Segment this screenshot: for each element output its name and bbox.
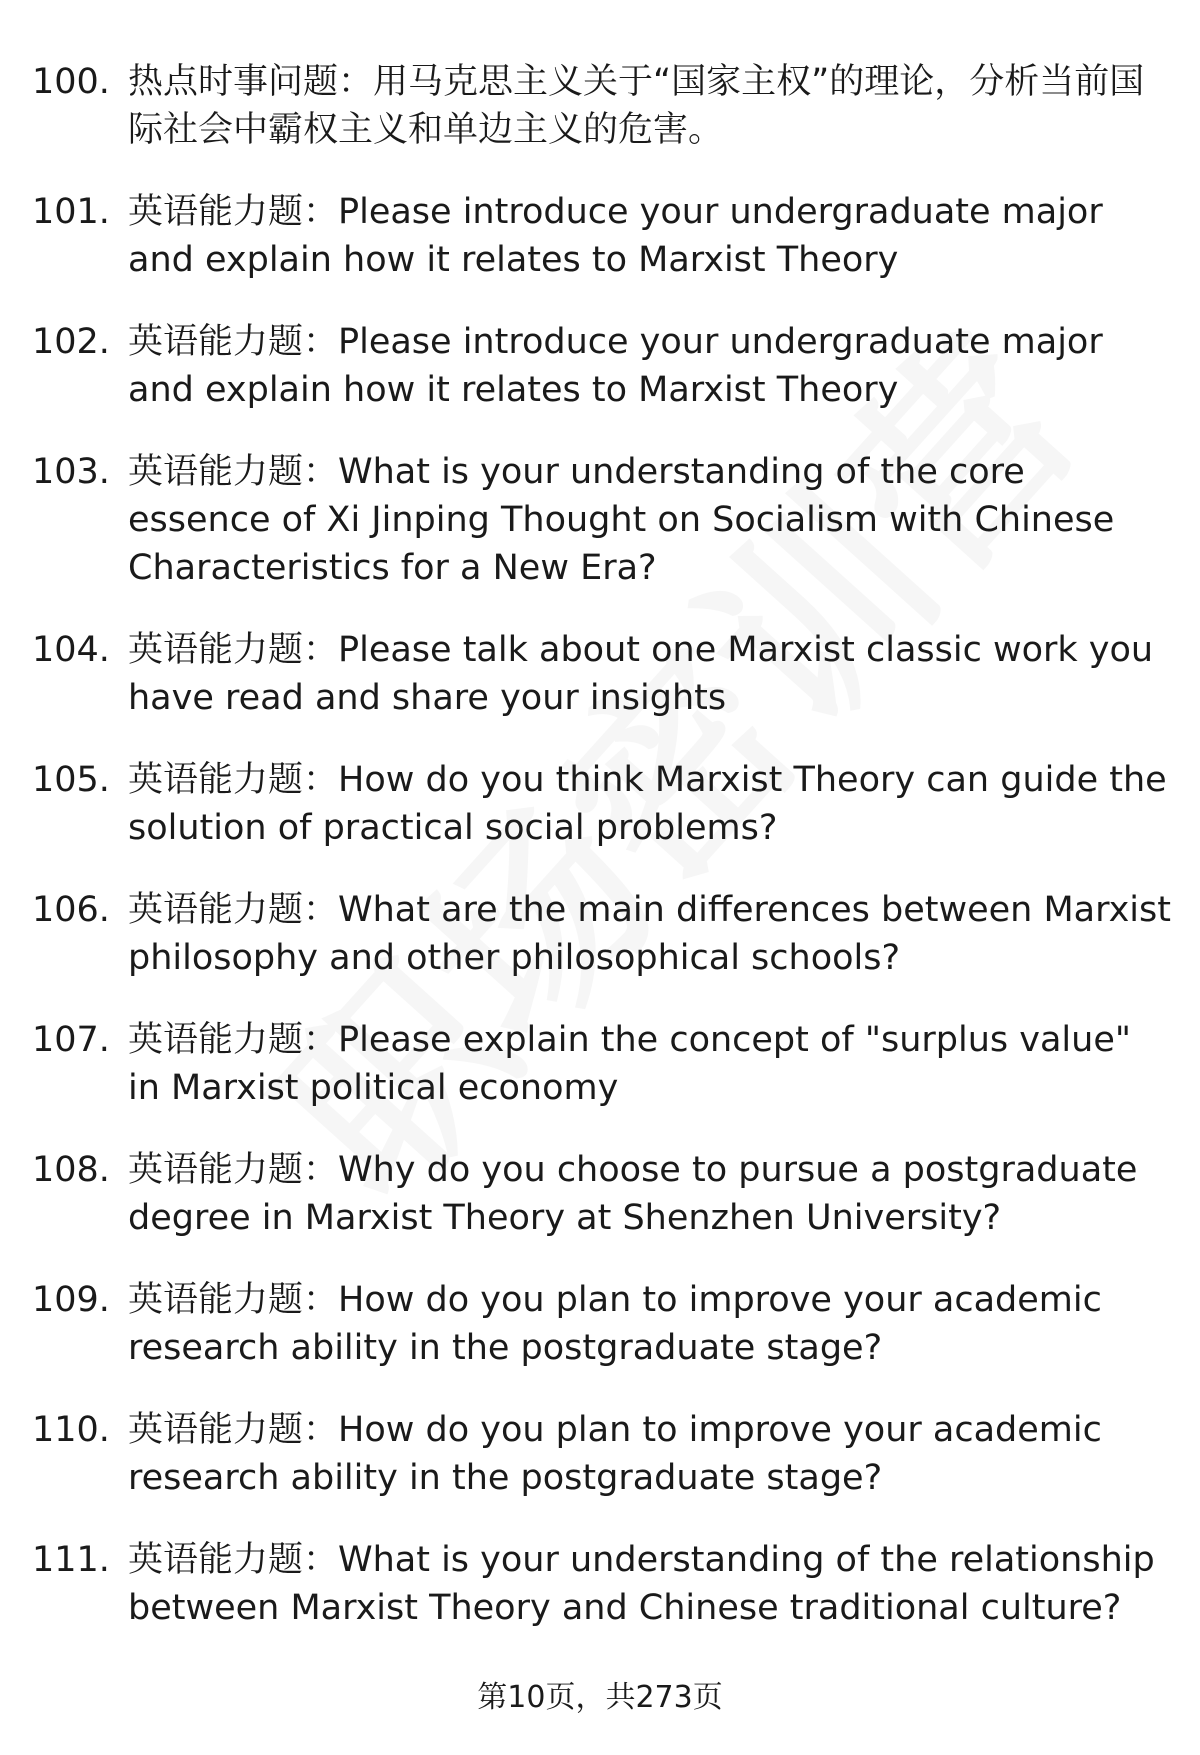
question-text: 英语能力题：Please talk about one Marxist classic work you have read and share your insights bbox=[128, 630, 1154, 718]
question-item bbox=[32, 1406, 1172, 1502]
question-number: 111. bbox=[32, 1540, 110, 1580]
question-number: 104. bbox=[32, 630, 110, 670]
question-item bbox=[32, 756, 1172, 852]
page-footer bbox=[0, 1678, 1200, 1718]
question-text: 英语能力题：What are the main differences between Marxist philosophy and other philosophical schools? bbox=[128, 890, 1171, 978]
question-item bbox=[32, 626, 1172, 722]
question-item bbox=[32, 188, 1172, 284]
question-list bbox=[32, 58, 1172, 1666]
question-text: 英语能力题：What is your understanding of the relationship between Marxist Theory and Chinese traditional culture? bbox=[128, 1540, 1155, 1628]
question-text: 英语能力题：Please introduce your undergraduate major and explain how it relates to Marxist Theory bbox=[128, 322, 1103, 410]
question-item bbox=[32, 1146, 1172, 1242]
question-text: 英语能力题：Why do you choose to pursue a postgraduate degree in Marxist Theory at Shenzhen University? bbox=[128, 1150, 1138, 1238]
page-indicator: 第10页，共273页 bbox=[477, 1680, 723, 1715]
question-item bbox=[32, 1016, 1172, 1112]
question-number: 102. bbox=[32, 322, 110, 362]
question-number: 109. bbox=[32, 1280, 110, 1320]
question-item bbox=[32, 318, 1172, 414]
question-text: 英语能力题：How do you think Marxist Theory can guide the solution of practical social problems? bbox=[128, 760, 1167, 848]
question-text: 英语能力题：What is your understanding of the core essence of Xi Jinping Thought on Socialism with Chinese Characteristics for a New Era? bbox=[128, 452, 1115, 588]
question-number: 100. bbox=[32, 62, 110, 102]
question-number: 110. bbox=[32, 1410, 110, 1450]
question-text: 英语能力题：Please introduce your undergraduate major and explain how it relates to Marxist Theory bbox=[128, 192, 1103, 280]
question-item bbox=[32, 1536, 1172, 1632]
question-item bbox=[32, 448, 1172, 592]
question-number: 105. bbox=[32, 760, 110, 800]
question-text: 英语能力题：Please explain the concept of "surplus value" in Marxist political economy bbox=[128, 1020, 1131, 1108]
question-item bbox=[32, 886, 1172, 982]
question-text: 英语能力题：How do you plan to improve your academic research ability in the postgraduate stage? bbox=[128, 1410, 1102, 1498]
question-text: 英语能力题：How do you plan to improve your academic research ability in the postgraduate stage? bbox=[128, 1280, 1102, 1368]
question-item bbox=[32, 58, 1172, 154]
question-number: 103. bbox=[32, 452, 110, 492]
question-item bbox=[32, 1276, 1172, 1372]
question-text: 热点时事问题：用马克思主义关于“国家主权”的理论，分析当前国际社会中霸权主义和单边主义的危害。 bbox=[128, 62, 1145, 150]
question-number: 101. bbox=[32, 192, 110, 232]
question-number: 108. bbox=[32, 1150, 110, 1190]
question-number: 107. bbox=[32, 1020, 110, 1060]
question-number: 106. bbox=[32, 890, 110, 930]
